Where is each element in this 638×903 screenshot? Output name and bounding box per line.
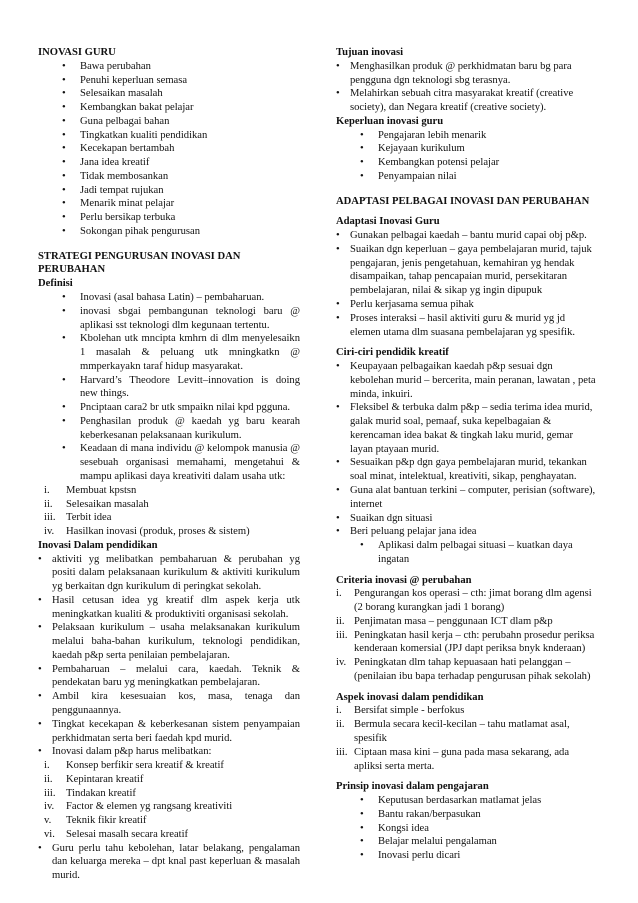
aspek-list (336, 704, 598, 773)
keperluan-list (336, 129, 598, 184)
left-column (38, 46, 300, 883)
list-item: • Suaikan dgn situasi (336, 512, 598, 526)
list-item: iii. Ciptaan masa kini – guna pada masa sekarang, ada apliksi serta merta. (336, 746, 570, 772)
list-item: ii. Penjimatan masa – penggunaan ICT dlam p&p (336, 615, 553, 627)
list-item: • Pembaharuan – melalui cara, kaedah. Teknik & pendekatan baru yg meningkatkan pembelajaran. (38, 663, 300, 691)
list-item: • Kongsi idea (336, 822, 598, 836)
list-item: ii. Bermula secara kecil-kecilan – tahu matlamat asal, spesifik (336, 719, 570, 744)
list-item: i. Membuat kpstsn (44, 484, 137, 496)
list-item: v. Teknik fikir kreatif (44, 815, 147, 827)
definisi-list (38, 291, 300, 484)
list-item: • Harvard’s Theodore Levitt–innovation is doing new things. (38, 374, 300, 402)
list-item: • Guru perlu tahu kebolehan, latar belakang, pengalaman dan keluarga mereka – dpt knal past keperluan & masalah murid. (38, 842, 300, 883)
list-item: i. Bersifat simple - berfokus (336, 705, 465, 717)
list-item: • Perlu kerjasama semua pihak (336, 298, 598, 312)
list-item: • Tidak membosankan (38, 170, 300, 184)
list-item: • Aplikasi dalm pelbagai situasi – kuatkan daya ingatan (336, 539, 598, 567)
list-item: iii. Tindakan kreatif (44, 787, 136, 799)
list-item: • Inovasi dalam p&p harus melibatkan: (38, 745, 300, 759)
adaptasi-list (336, 229, 598, 339)
adaptasi-subheading: Adaptasi Inovasi Guru (336, 216, 440, 228)
list-item: iv. Factor & elemen yg rangsang kreativiti (44, 801, 233, 813)
list-item: • Kejayaan kurikulum (336, 142, 598, 156)
list-item: iv. Hasilkan inovasi (produk, proses & sistem) (44, 526, 250, 538)
list-item: • Bantu rakan/berpasukan (336, 808, 598, 822)
definisi-heading: Definisi (38, 278, 73, 290)
inovasi-guru-heading: INOVASI GURU (38, 47, 116, 58)
tujuan-heading: Tujuan inovasi (336, 47, 404, 58)
aspek-heading: Aspek inovasi dalam pendidikan (336, 691, 484, 703)
list-item: • Penyampaian nilai (336, 170, 598, 184)
list-item: • Belajar melalui pengalaman (336, 835, 598, 849)
list-item: ii. Kepintaran kreatif (44, 773, 144, 785)
list-item: • Kembangkan bakat pelajar (38, 101, 300, 115)
list-item: • Selesaikan masalah (38, 87, 300, 101)
list-item: • Penghasilan produk @ kaedah yg baru kearah keberkesanan pelaksanaan kurikulum. (38, 415, 300, 443)
list-item: i. Konsep berfikir sera kreatif & kreatif (44, 760, 224, 772)
list-item: • Fleksibel & terbuka dalm p&p – sedia terima idea murid, galak murid soal, pemaaf, suka kepelbagaian & kerencaman idea bakat & tingkah laku murid, gemar layan ptayaan murid. (336, 401, 598, 456)
list-item: ii. Selesaikan masalah (44, 498, 149, 510)
guru-perlu-list (38, 842, 300, 883)
list-item: • Guna pelbagai bahan (38, 115, 300, 129)
list-item: • Guna alat bantuan terkini – computer, perisian (software), internet (336, 484, 598, 512)
list-item: • Tingkatkan kualiti pendidikan (38, 129, 300, 143)
list-item: • Hasil cetusan idea yg kreatif dlm aspek kerja utk meningkatkan kualiti & produktiviti organisasi sekolah. (38, 594, 300, 622)
list-item: • Pnciptaan cara2 br utk smpaikn nilai kpd pgguna. (38, 401, 300, 415)
keperluan-heading: Keperluan inovasi guru (336, 115, 444, 127)
strategi-heading: STRATEGI PENGURUSAN INOVASI DAN PERUBAHAN (38, 250, 241, 276)
list-item: • Proses interaksi – hasil aktiviti guru & murid yg jd elemen utama dlm suasana pembelajaran yg spesifik. (336, 312, 598, 340)
list-item: • Sesuaikan p&p dgn gaya pembelajaran murid, tekankan soal minat, intelektual, kreativiti, sikap, penghayatan. (336, 456, 598, 484)
list-item: vi. Selesai masalh secara kreatif (44, 828, 189, 840)
list-item: • Keadaan di mana individu @ kelompok manusia @ sesebuah organisasi memahami, mengetahui & mampu aplikasi daya kreativiti dalam usaha utk: (38, 442, 300, 483)
list-item: • Inovasi (asal bahasa Latin) – pembaharuan. (38, 291, 300, 305)
list-item: iii. Terbit idea (44, 512, 112, 524)
list-item: • Inovasi perlu dicari (336, 849, 598, 863)
pp-sublist (38, 759, 300, 842)
list-item: • Melahirkan sebuah citra masyarakat kreatif (creative society), dan Negara kreatif (creative society). (336, 87, 598, 115)
tujuan-list (336, 60, 598, 115)
list-item: • Jadi tempat rujukan (38, 184, 300, 198)
list-item: • Perlu bersikap terbuka (38, 211, 300, 225)
list-item: • Beri peluang pelajar jana idea (336, 525, 598, 539)
list-item: iii. Peningkatan hasil kerja – cth: perubahn prosedur periksa kenderaan komersial (JPJ dapt periksa bnyk knderaan) (336, 629, 595, 655)
list-item: • Kembangkan potensi pelajar (336, 156, 598, 170)
list-item: • aktiviti yg melibatkan pembaharuan & perubahan yg positi dalam pelaksanaan kurikulum & aktiviti kurikulum yg berkaitan dgn kurikulum di peringkat sekolah. (38, 553, 300, 594)
inovasi-pendidikan-heading: Inovasi Dalam pendidikan (38, 539, 158, 551)
ciri-heading: Ciri-ciri pendidik kreatif (336, 347, 449, 359)
list-item: • Sokongan pihak pengurusan (38, 225, 300, 239)
list-item: • Menghasilkan produk @ perkhidmatan baru bg para pengguna dgn teknologi sbg terasnya. (336, 60, 598, 88)
inovasi-pendidikan-list (38, 553, 300, 759)
adaptasi-heading: ADAPTASI PELBAGAI INOVASI DAN PERUBAHAN (336, 195, 590, 207)
list-item: • Ambil kira kesesuaian kos, masa, tenaga dan penggunaannya. (38, 690, 300, 718)
list-item: • Tingkat kecekapan & keberkesanan sistem penyampaian perkhidmatan serta beri faedah kpd murid. (38, 718, 300, 746)
criteria-heading: Criteria inovasi @ perubahan (336, 574, 472, 586)
right-column (336, 46, 598, 863)
list-item: • Kecekapan bertambah (38, 142, 300, 156)
list-item: • Penuhi keperluan semasa (38, 74, 300, 88)
ciri-sublist (336, 539, 598, 567)
list-item: • Menarik minat pelajar (38, 197, 300, 211)
list-item: • Keputusan berdasarkan matlamat jelas (336, 794, 598, 808)
list-item: • Bawa perubahan (38, 60, 300, 74)
prinsip-heading: Prinsip inovasi dalam pengajaran (336, 781, 489, 793)
inovasi-guru-list (38, 60, 300, 239)
usaha-sublist (38, 484, 300, 539)
list-item: • Suaikan dgn keperluan – gaya pembelajaran murid, tajuk pengajaran, jenis pengetahuan, kemahiran yg hendak disampaikan, tahap pencapaian murid, persekitaran pembelajaran, nilai & sikap yg ingin dipupuk (336, 243, 598, 298)
list-item: iv. Peningkatan dlm tahap kepuasaan hati pelanggan – (penilaian ibu bapa terhadap pengurusan pihak sekolah) (336, 657, 591, 682)
prinsip-list (336, 794, 598, 863)
list-item: • inovasi sbgai pembangunan teknologi baru @ aplikasi sst teknologi dlm kegunaan tertentu. (38, 305, 300, 333)
list-item: • Kbolehan utk mncipta kmhrn di dlm menyelesaikn 1 masalah & peluang utk mningkatkn @ mmperkayakn taraf hidup masyarakat. (38, 332, 300, 373)
criteria-list (336, 587, 598, 683)
list-item: • Jana idea kreatif (38, 156, 300, 170)
list-item: i. Pengurangan kos operasi – cth: jimat borang dlm agensi (2 borang kurangkan jadi 1 borang) (336, 588, 592, 614)
list-item: • Gunakan pelbagai kaedah – bantu murid capai obj p&p. (336, 229, 598, 243)
list-item: • Keupayaan pelbagaikan kaedah p&p sesuai dgn kebolehan murid – bercerita, main peranan, lawatan , peta minda, inkuiri. (336, 360, 598, 401)
list-item: • Pengajaran lebih menarik (336, 129, 598, 143)
list-item: • Pelaksaan kurikulum – usaha melaksanakan kurikulum melalui baha-bahan kurikulum, teknologi pendidikan, kaedah p&p serta penilaian pembelajaran. (38, 621, 300, 662)
ciri-list (336, 360, 598, 539)
